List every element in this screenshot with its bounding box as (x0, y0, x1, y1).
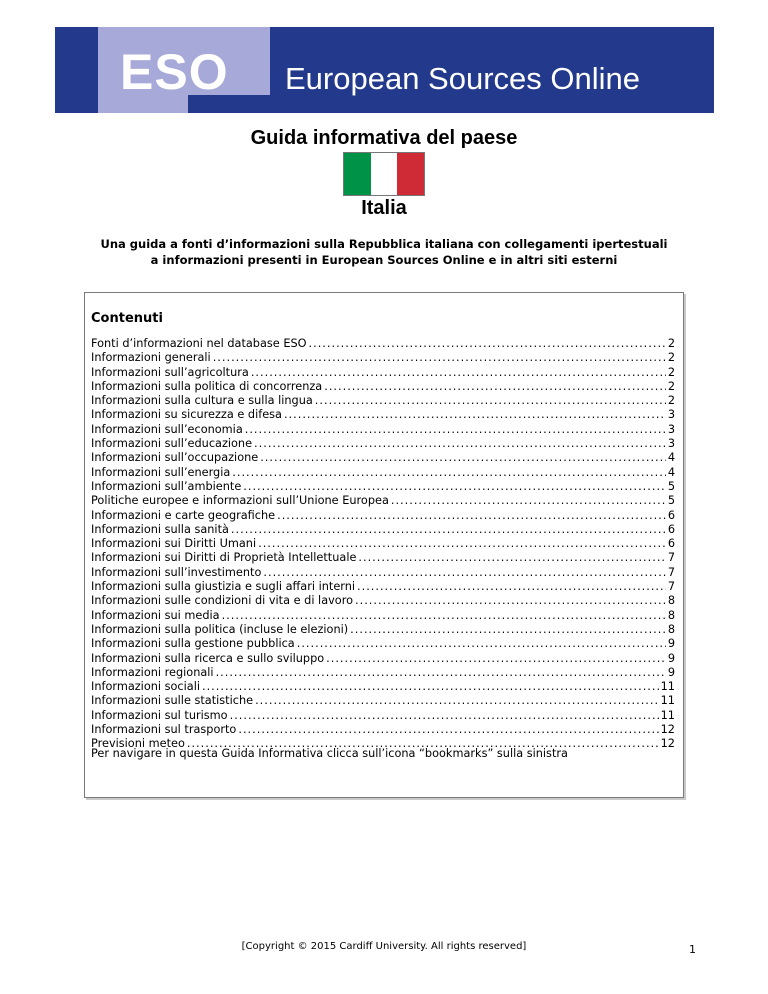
toc-entry-title[interactable]: Informazioni sull’energia (91, 465, 231, 479)
document-title: Guida informativa del paese (250, 127, 518, 149)
toc-dot-leader (357, 580, 666, 594)
toc-entry[interactable] (91, 594, 675, 608)
toc-dot-leader (315, 394, 666, 408)
table-of-contents (84, 292, 684, 798)
toc-dot-leader (231, 523, 666, 537)
toc-entry-page[interactable]: 9 (667, 665, 675, 679)
toc-entry[interactable] (91, 680, 675, 694)
toc-entry-title[interactable]: Informazioni sulle condizioni di vita e di lavoro (91, 594, 354, 608)
toc-dot-leader (245, 423, 666, 437)
italy-flag-icon (343, 152, 425, 196)
toc-dot-leader (391, 494, 666, 508)
toc-entry-title[interactable]: Informazioni sulle statistiche (91, 694, 254, 708)
toc-entry[interactable] (91, 537, 675, 551)
toc-entry-page[interactable]: 11 (660, 694, 675, 708)
copyright-footer: [Copyright © 2015 Cardiff University. All rights reserved] (241, 941, 527, 952)
toc-dot-leader (277, 509, 666, 523)
toc-dot-leader (326, 652, 666, 666)
toc-entry[interactable] (91, 551, 675, 565)
toc-entry-page[interactable]: 11 (660, 680, 675, 694)
toc-dot-leader (324, 380, 666, 394)
toc-entry[interactable] (91, 666, 675, 680)
toc-entry-page[interactable]: 4 (667, 451, 675, 465)
toc-dot-leader (238, 723, 658, 737)
toc-entry[interactable] (91, 694, 675, 708)
toc-entry[interactable] (91, 466, 675, 480)
toc-entry-page[interactable]: 6 (667, 508, 675, 522)
toc-entry-page[interactable]: 2 (667, 365, 675, 379)
toc-entry-page[interactable]: 9 (667, 637, 675, 651)
toc-entry-page[interactable]: 2 (667, 379, 675, 393)
toc-entry-page[interactable]: 7 (667, 580, 675, 594)
toc-entry-title[interactable]: Informazioni sociali (91, 680, 200, 694)
toc-entry-page[interactable]: 5 (667, 494, 675, 508)
toc-entry[interactable] (91, 609, 675, 623)
toc-entry-page[interactable]: 12 (660, 723, 675, 737)
toc-entry[interactable] (91, 408, 675, 422)
toc-dot-leader (309, 337, 666, 351)
toc-entry-title[interactable]: Informazioni generali (91, 351, 211, 365)
toc-dot-leader (216, 666, 666, 680)
toc-entry-title[interactable]: Informazioni sull’economia (91, 422, 243, 436)
eso-banner (55, 27, 714, 113)
toc-entry-title[interactable]: Informazioni su sicurezza e difesa (91, 408, 282, 422)
toc-entry-page[interactable]: 2 (667, 394, 675, 408)
toc-entry-title[interactable]: Informazioni sul trasporto (91, 723, 237, 737)
toc-entry-title[interactable]: Informazioni e carte geografiche (91, 508, 276, 522)
toc-dot-leader (284, 408, 666, 422)
toc-entry[interactable] (91, 366, 675, 380)
toc-entry-page[interactable]: 11 (660, 708, 675, 722)
toc-dot-leader (297, 637, 666, 651)
toc-entry[interactable] (91, 523, 675, 537)
toc-entry-page[interactable]: 8 (667, 594, 675, 608)
toc-dot-leader (232, 466, 666, 480)
toc-entry[interactable] (91, 509, 675, 523)
toc-entry[interactable] (91, 637, 675, 651)
flag-stripe-red (397, 153, 424, 195)
toc-dot-leader (260, 451, 666, 465)
toc-dot-leader (350, 623, 666, 637)
eso-logo-text: ESO (120, 44, 229, 100)
toc-entry[interactable] (91, 437, 675, 451)
toc-dot-leader (243, 480, 666, 494)
toc-heading: Contenuti (91, 311, 163, 326)
toc-entry[interactable] (91, 480, 675, 494)
toc-dot-leader (355, 594, 666, 608)
toc-entry-page[interactable]: 8 (667, 622, 675, 636)
toc-dot-leader (254, 437, 666, 451)
toc-entry-page[interactable]: 3 (667, 437, 675, 451)
toc-entry[interactable] (91, 394, 675, 408)
toc-entry[interactable] (91, 351, 675, 365)
toc-entry-page[interactable]: 12 (660, 737, 675, 751)
toc-entry-title[interactable]: Informazioni sull’agricoltura (91, 365, 249, 379)
navigation-note: Per navigare in questa Guida Informativa clicca sull’icona “bookmarks” sulla sinistra (91, 747, 568, 760)
toc-entry-title[interactable]: Informazioni sull’ambiente (91, 479, 242, 493)
toc-entry[interactable] (91, 723, 675, 737)
toc-entry-title[interactable]: Informazioni sulla cultura e sulla lingua (91, 394, 313, 408)
toc-entry-title[interactable]: Informazioni regionali (91, 665, 214, 679)
toc-dot-leader (230, 709, 659, 723)
toc-dot-leader (213, 351, 666, 365)
toc-entry-page[interactable]: 5 (667, 479, 675, 493)
toc-entry-title[interactable]: Informazioni sui Diritti Umani (91, 537, 257, 551)
banner-name: European Sources Online (285, 61, 641, 96)
country-title: Italia (361, 197, 407, 219)
toc-entry-page[interactable]: 6 (667, 522, 675, 536)
toc-entry-page[interactable]: 9 (667, 651, 675, 665)
toc-dot-leader (255, 694, 659, 708)
toc-entry-title[interactable]: Informazioni sulla sanità (91, 522, 229, 536)
toc-entry-page[interactable]: 3 (667, 408, 675, 422)
toc-dot-leader (258, 537, 666, 551)
toc-entry-page[interactable]: 4 (667, 465, 675, 479)
toc-entry-title[interactable]: Informazioni sulla giustizia e sugli affari interni (91, 580, 356, 594)
toc-entry-title[interactable]: Informazioni sulla politica di concorrenza (91, 379, 323, 393)
toc-dot-leader (202, 680, 659, 694)
toc-entry-title[interactable]: Fonti d’informazioni nel database ESO (91, 337, 307, 350)
document-subtitle: Una guida a fonti d’informazioni sulla Repubblica italiana con collegamenti ipertestuali a informazioni presenti in European Sources Online e in altri siti esterni (100, 237, 668, 267)
toc-entry[interactable] (91, 652, 675, 666)
page-number: 1 (689, 943, 696, 956)
toc-entry-page[interactable]: 2 (667, 337, 675, 350)
toc-entry-page[interactable]: 8 (667, 608, 675, 622)
toc-entry-page[interactable]: 3 (667, 422, 675, 436)
toc-entry-page[interactable]: 7 (667, 551, 675, 565)
flag-stripe-green (344, 153, 371, 195)
toc-entry-page[interactable]: 6 (667, 537, 675, 551)
toc-entry-page[interactable]: 2 (667, 351, 675, 365)
toc-entry[interactable] (91, 566, 675, 580)
toc-dot-leader (263, 566, 665, 580)
toc-entry[interactable] (91, 623, 675, 637)
toc-entry-title[interactable]: Informazioni sull’investimento (91, 565, 262, 579)
toc-dot-leader (251, 366, 666, 380)
toc-entry-title[interactable]: Informazioni sulla gestione pubblica (91, 637, 295, 651)
toc-entry[interactable] (91, 494, 675, 508)
toc-entry[interactable] (91, 451, 675, 465)
toc-entry-page[interactable]: 7 (667, 565, 675, 579)
toc-list (91, 337, 675, 752)
toc-entry-title[interactable]: Informazioni sulla ricerca e sullo sviluppo (91, 651, 325, 665)
toc-entry-title[interactable]: Informazioni sui media (91, 608, 220, 622)
toc-entry-title[interactable]: Politiche europee e informazioni sull’Unione Europea (91, 494, 389, 508)
toc-entry-title[interactable]: Informazioni sul turismo (91, 708, 228, 722)
toc-entry-title[interactable]: Informazioni sull’occupazione (91, 451, 259, 465)
toc-dot-leader (222, 609, 666, 623)
toc-entry[interactable] (91, 337, 675, 351)
toc-entry[interactable] (91, 580, 675, 594)
toc-entry-title[interactable]: Informazioni sull’educazione (91, 437, 253, 451)
flag-stripe-white (371, 153, 398, 195)
toc-entry[interactable] (91, 380, 675, 394)
toc-dot-leader (358, 551, 665, 565)
toc-entry-title[interactable]: Informazioni sulla politica (incluse le elezioni) (91, 622, 349, 636)
toc-entry[interactable] (91, 423, 675, 437)
toc-entry-title[interactable]: Informazioni sui Diritti di Proprietà Intellettuale (91, 551, 357, 565)
toc-entry-title[interactable]: Previsioni meteo (91, 737, 185, 751)
toc-entry[interactable] (91, 709, 675, 723)
